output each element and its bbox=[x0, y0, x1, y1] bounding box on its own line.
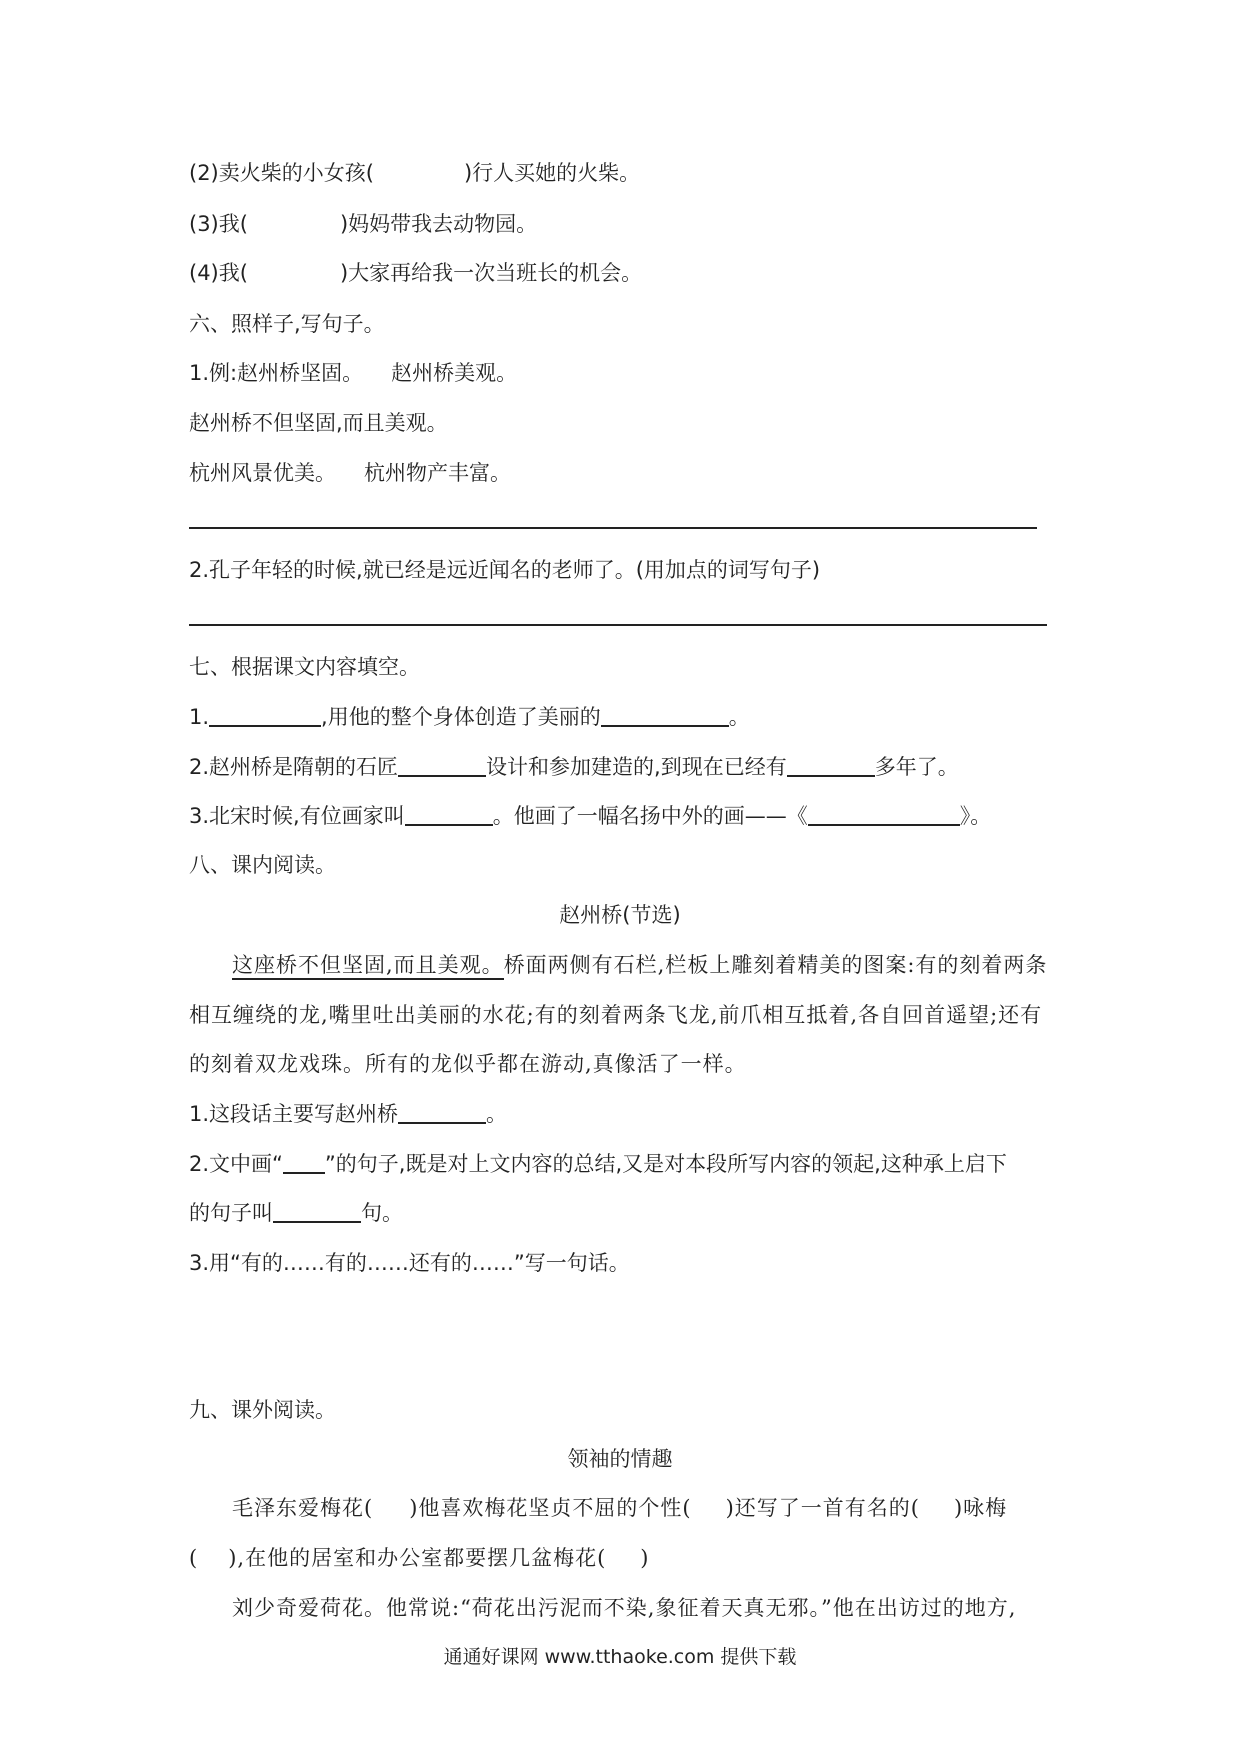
sec9-title: 九、课外阅读。 bbox=[189, 1398, 336, 1422]
fill-blank[interactable] bbox=[273, 1199, 361, 1223]
sec8-q2: 2.文中画“ ”的句子,既是对上文内容的总结,又是对本段所写内容的领起,这种承上启下 bbox=[189, 1152, 1007, 1176]
sec8-title: 八、课内阅读。 bbox=[189, 853, 336, 877]
sec6-title: 六、照样子,写句子。 bbox=[189, 312, 385, 336]
footer: 通通好课网 www.tthaoke.com 提供下载 bbox=[443, 1646, 797, 1668]
fill-blank[interactable] bbox=[601, 703, 729, 727]
sec7-q3: 3.北宋时候,有位画家叫 。他画了一幅名扬中外的画——《 》。 bbox=[189, 804, 992, 828]
answer-line-1[interactable] bbox=[189, 527, 1037, 529]
sec7-title: 七、根据课文内容填空。 bbox=[189, 655, 420, 679]
passage-title: 赵州桥(节选) bbox=[559, 903, 681, 927]
passage-line-2: 相互缠绕的龙,嘴里吐出美丽的水花;有的刻着两条飞龙,前爪相互抵着,各自回首遥望;还有 bbox=[189, 1003, 1043, 1027]
passage-title-2: 领袖的情趣 bbox=[567, 1447, 673, 1471]
sec5-q2: (2)卖火柴的小女孩( )行人买她的火柴。 bbox=[189, 161, 641, 185]
fill-blank[interactable] bbox=[209, 703, 321, 727]
passage2-line-1: 毛泽东爱梅花( )他喜欢梅花坚贞不屈的个性( )还写了一首有名的( )咏梅 bbox=[232, 1496, 1008, 1520]
sec7-q1: 1. ,用他的整个身体创造了美丽的 。 bbox=[189, 705, 750, 729]
sec8-q3: 3.用“有的……有的……还有的……”写一句话。 bbox=[189, 1251, 630, 1275]
fill-blank[interactable] bbox=[808, 802, 960, 826]
answer-line-2[interactable] bbox=[189, 624, 1047, 626]
sec5-q4: (4)我( )大家再给我一次当班长的机会。 bbox=[189, 261, 643, 285]
passage-line-1: 这座桥不但坚固,而且美观。桥面两侧有石栏,栏板上雕刻着精美的图案:有的刻着两条 bbox=[232, 950, 1047, 980]
sec7-q2: 2.赵州桥是隋朝的石匠 设计和参加建造的,到现在已经有 多年了。 bbox=[189, 755, 959, 779]
passage2-line-2: ( ),在他的居室和办公室都要摆几盆梅花( ) bbox=[189, 1546, 650, 1570]
sec6-example-result: 赵州桥不但坚固,而且美观。 bbox=[189, 411, 448, 435]
sec8-q1: 1.这段话主要写赵州桥 。 bbox=[189, 1102, 508, 1126]
fill-blank[interactable] bbox=[398, 1100, 486, 1124]
fill-blank[interactable] bbox=[405, 802, 493, 826]
sec5-q3: (3)我( )妈妈带我去动物园。 bbox=[189, 212, 538, 236]
sec6-task: 杭州风景优美。 杭州物产丰富。 bbox=[189, 461, 511, 485]
fill-blank[interactable] bbox=[787, 753, 875, 777]
passage2-line-3: 刘少奇爱荷花。他常说:“荷花出污泥而不染,象征着天真无邪。”他在出访过的地方, bbox=[232, 1596, 1017, 1620]
fill-blank[interactable] bbox=[398, 753, 486, 777]
sec8-q2-cont: 的句子叫 句。 bbox=[189, 1201, 403, 1225]
passage-line-3: 的刻着双龙戏珠。所有的龙似乎都在游动,真像活了一样。 bbox=[189, 1052, 747, 1076]
sec6-q2: 2.孔子年轻的时候,就已经是远近闻名的老师了。(用加点的词写句子) bbox=[189, 558, 821, 582]
sec6-example: 1.例:赵州桥坚固。 赵州桥美观。 bbox=[189, 361, 518, 385]
fill-blank[interactable] bbox=[283, 1150, 325, 1174]
